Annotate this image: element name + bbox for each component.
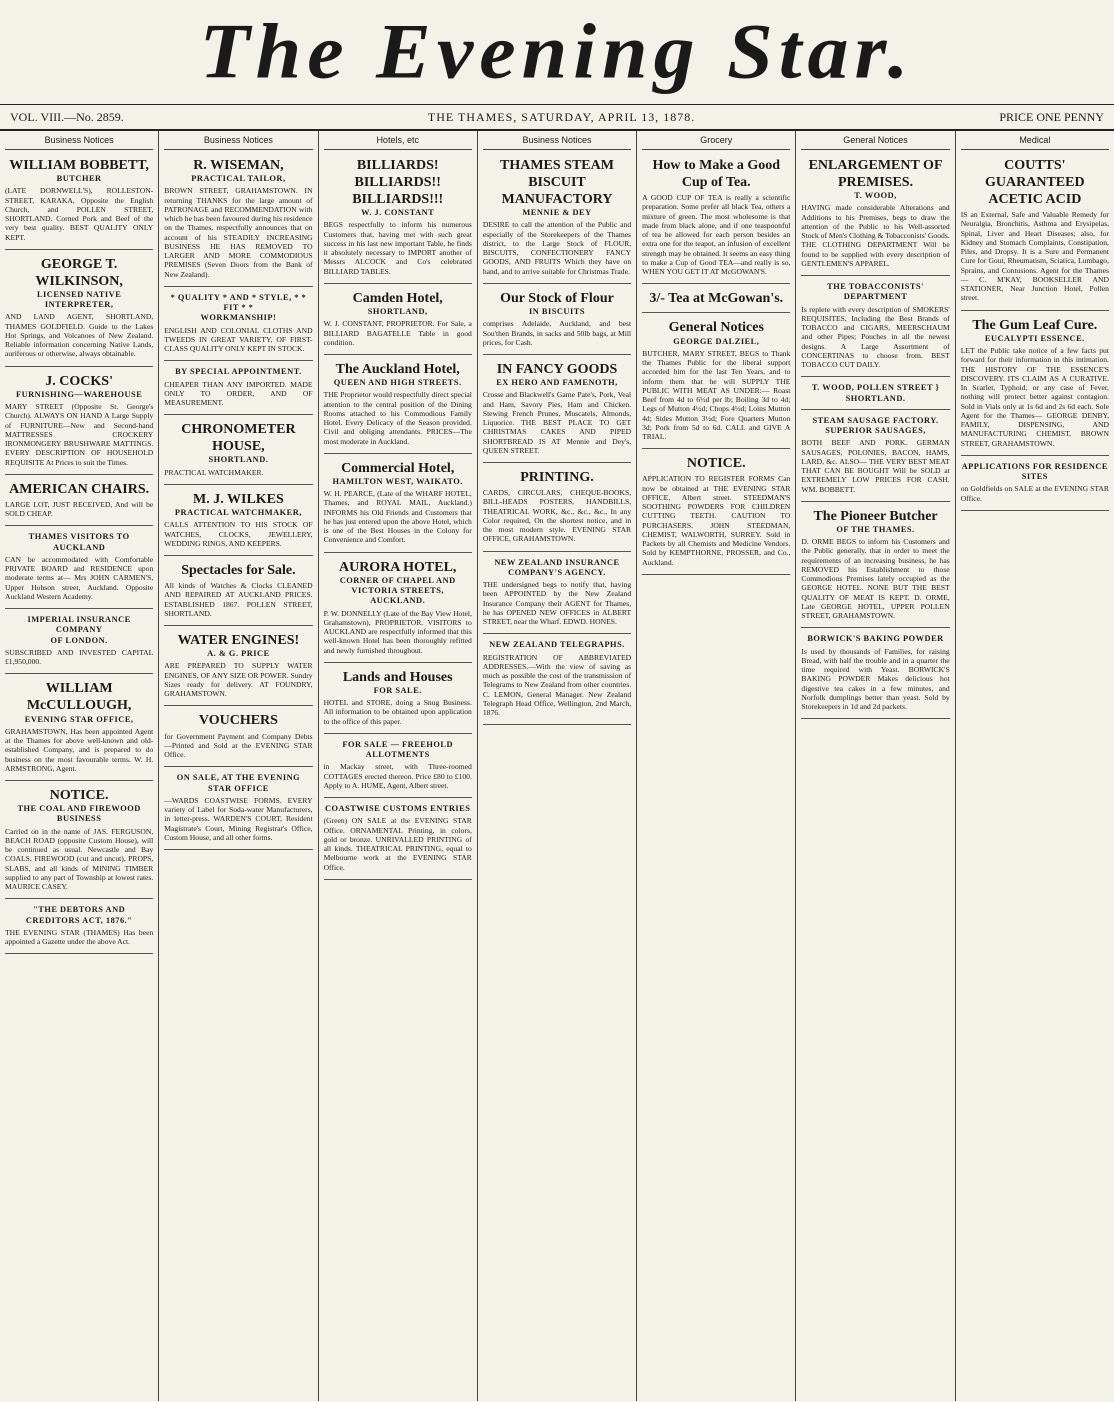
column-heading: Business Notices	[5, 133, 153, 150]
column-7	[956, 131, 1114, 1401]
ad-body: All kinds of Watches & Clocks CLEANED AND REPAIRED AT AUCKLAND PRICES. ESTABLISHED 1867. POLLEN STREET, SHORTLAND.	[164, 581, 313, 618]
advertisement	[483, 154, 631, 284]
ad-body: BROWN STREET, GRAHAMSTOWN. IN returning THANKS for the large amount of PATRONAGE and RECOMMENDATION with which he has been favoured during his residence on the Thames, respectfully announces that on account of his STEADILY INCREASING BUSINESS HE HAS REMOVED TO LARGER AND MORE COMMODIOUS PREMISES (Seven Doors from the Bank of New Zealand).	[164, 186, 313, 279]
ad-subtitle: PRACTICAL TAILOR,	[191, 174, 286, 184]
ad-subtitle: MENNIE & DEY	[522, 208, 592, 218]
ad-body: MARY STREET (Opposite St. George's Church). ALWAYS ON HAND A Large Supply of FURNITURE—New and Second-hand MATTRESSES CROCKERY IRONMONGERY BRUSHWARE MATTINGS. EVERY DESCRIPTION OF HOUSEHOLD REQUISITE At Prices to suit the Times.	[5, 402, 154, 467]
ad-body: IS an External, Safe and Valuable Remedy for Neuralgia, Bronchitis, Asthma and Erysipelas, Spinal, Liver and Heart Diseases; also, for Kidney and Stomach Complaints, Constipation, Piles, and Dropsy. It is a Sure and Permanent Cure for Gout, Rheumatism, Sciatica, Lumbago, Sprains, and Contusions. Agent for the Thames— C. M'KAY, BOOKSELLER AND STATIONER, Near Junction Hotel, Pollen street.	[960, 210, 1109, 303]
advertisement	[5, 154, 153, 250]
ad-subtitle: CORNER OF CHAPEL AND VICTORIA STREETS, AUCKLAND.	[339, 575, 456, 606]
ad-body: REGISTRATION OF ABBREVIATED ADDRESSES.—With the view of saving as much as possible the cost of the transmission of Telegrams to New Zealand from other countries. C. LEMON, General Manager. New Zealand Telegraph Head Office, Wellington, 2nd March, 1876.	[482, 652, 632, 718]
ad-subtitle: EVENING STAR OFFICE,	[24, 714, 134, 724]
advertisement	[324, 358, 472, 454]
ad-title: COASTWISE CUSTOMS ENTRIES	[324, 804, 471, 814]
advertisement	[324, 457, 472, 553]
ad-title: Commercial Hotel,	[341, 460, 455, 476]
column-3	[319, 131, 478, 1401]
ad-body: LARGE LOT, JUST RECEIVED, And will be SOLD CHEAP.	[5, 499, 154, 519]
advertisement	[5, 529, 153, 609]
ad-subtitle: WORKMANSHIP!	[200, 313, 277, 323]
ad-title: THAMES STEAM BISCUIT MANUFACTORY	[500, 157, 614, 208]
ad-body: LET the Public take notice of a few facts put forward for their information in this intimation. THE HISTORY OF THE ESSENCE'S DISCOVERY. ITS CLAIM AS A CURATIVE. In Scarlet, Typhoid, or any case of Fever, nothing will protect better against contagion. Sold in Vials only at 1s 6d and 2s 6d each. Sole Agent for the Thames— GEORGE DENBY, FAMILY, DISPENSING, AND MANUFACTURING CHEMIST, BROWN STREET, GRAHAMSTOWN.	[960, 346, 1109, 448]
ad-body: HOTEL and STORE, doing a Snug Business. All information to be obtained upon application to the office of this paper.	[323, 698, 472, 726]
ad-title: 3/- Tea at McGowan's.	[649, 291, 784, 307]
advertisement	[164, 418, 312, 485]
advertisement	[801, 505, 949, 629]
ad-body: CARDS, CIRCULARS, CHEQUE-BOOKS, BILL-HEADS POSTERS, HANDBILLS, THEATRICAL WORK, &c., &c., &c., In any Color required, On the shortest notice, and in the most modern style. EVENING STAR OFFICE, GRAHAMSTOWN.	[482, 488, 632, 544]
masthead	[0, 0, 1114, 105]
advertisement	[642, 452, 790, 575]
advertisement	[324, 737, 472, 798]
ad-body: APPLICATION TO REGISTER FORMS Can now be obtained at THE EVENING STAR OFFICE, Albert street. STEEDMAN'S SOOTHING POWDERS FOR CHILDREN CUTTING TEETH. CAUTION TO PURCHASERS. JOHN STEEDMAN, CHEMIST, WALWORTH, SURREY. Sold in Packets by all Chemists and Medicine Vendors. Sold by KEMPTHORNE, PROSSER, and Co., Auckland.	[642, 474, 791, 567]
advertisement	[801, 413, 949, 502]
ad-title: GEORGE T. WILKINSON,	[35, 256, 123, 289]
ad-body: in Mackay street, with Three-roomed COTTAGES erected thereon. Price £80 to £100. Apply to A. HUME, Agent, Albert street.	[323, 762, 472, 790]
ad-title: J. COCKS'	[45, 373, 113, 389]
advertisement	[164, 364, 312, 415]
dateline	[0, 105, 1114, 131]
ad-title: Spectacles for Sale.	[181, 563, 296, 579]
ad-title: The Pioneer Butcher	[813, 508, 938, 524]
ad-subtitle: OF THE THAMES.	[836, 524, 915, 534]
ad-title: VOUCHERS	[198, 713, 278, 729]
ad-title: NOTICE.	[49, 788, 109, 804]
ad-body: Is used by thousands of Families, for raising Bread, with half the trouble and in a quarter the time required with Yeast. BORWICK'S BAKING POWDER Makes delicious hot digestive tea cakes in a few minutes, and Norfolk dumplings better than yeast. Sold by Storekeepers in 1d and 2d packets.	[801, 646, 950, 712]
column-heading: General Notices	[801, 133, 949, 150]
ad-body: THE EVENING STAR (THAMES) Has been appointed a Gazette under the above Act.	[5, 927, 154, 947]
column-heading: Hotels, etc	[324, 133, 472, 150]
ad-title: FOR SALE — FREEHOLD ALLOTMENTS	[342, 739, 454, 760]
ad-body: THE Proprietor would respectfully direct special attention to the central position of the Dining Rooms attached to his Commodious Family Hotel. Every Delicacy of the Season provided. Civil and obliging attendants. PRICES—The most moderate in Auckland.	[323, 390, 472, 446]
ad-body: CAN be accommodated with Comfortable PRIVATE BOARD and RESIDENCE upon moderate terms at— Mrs JOHN CARMEN'S, Upper Hobson street, Auckland. Opposite Auckland Western Academy.	[5, 554, 154, 601]
advertisement	[164, 488, 312, 556]
ad-subtitle: A. & G. PRICE	[207, 649, 270, 659]
ad-body: SUBSCRIBED AND INVESTED CAPITAL £1,950,000.	[5, 647, 154, 667]
ad-title: General Notices	[668, 320, 764, 336]
ad-title: Our Stock of Flour	[500, 290, 614, 306]
ad-title: The Gum Leaf Cure.	[972, 317, 1098, 333]
advertisement	[324, 287, 472, 355]
advertisement	[961, 314, 1109, 456]
issue-date: THE THAMES, SATURDAY, APRIL 13, 1878.	[427, 109, 696, 124]
ad-body: CALLS ATTENTION TO HIS STOCK OF WATCHES, CLOCKS, JEWELLERY, WEDDING RINGS, AND KEEPERS.	[164, 520, 313, 548]
ad-subtitle: FURNISHING—WAREHOUSE	[15, 389, 143, 399]
ad-body: BEGS respectfully to inform his numerous Customers that, having met with such great success in his last new important Table, he finds it absolutely necessary to IMPORT another of Messrs ALCOCK and Co's celebrated BILLIARD TABLES.	[323, 220, 472, 276]
ad-title: IN FANCY GOODS	[496, 362, 618, 378]
column-4	[478, 131, 637, 1401]
ad-title: NEW ZEALAND INSURANCE COMPANY'S AGENCY.	[494, 557, 620, 577]
ad-subtitle: T. WOOD,	[854, 191, 897, 201]
ad-subtitle: FOR SALE.	[373, 685, 422, 695]
ad-title: BY SPECIAL APPOINTMENT.	[175, 367, 302, 377]
ad-title: PRINTING.	[520, 470, 594, 486]
ad-subtitle: IN BISCUITS	[528, 307, 585, 317]
ad-body: PRACTICAL WATCHMAKER.	[164, 467, 264, 477]
ad-title: STEAM SAUSAGE FACTORY.	[812, 415, 939, 425]
ad-body: BUTCHER, MARY STREET, BEGS to Thank the Thames Public for the liberal support accorded him for the last Ten Years, and to inform them that he will SUPPLY THE PUBLIC WITH MEAT AS UNDER:— Roast Beef from 4d to 6½d per lb; Boiling 3d to 4d; Legs of Mutton 4½d; Chops 4½d; Loins Mutton 4d; Sides Mutton 3½d; Fore Quarters Mutton 3d; Pork from 5d to 6d. CALL and GIVE A TRIAL.	[642, 348, 791, 442]
ad-body: AND LAND AGENT, SHORTLAND, THAMES GOLDFIELD. Guide to the Lakes Hot Springs, and Volcanoes of New Zealand. Reliable information concerning Native Lands, auriferous or otherwise, always obtainable.	[5, 312, 154, 359]
ad-title: ON SALE, AT THE EVENING STAR OFFICE	[176, 773, 301, 793]
advertisement	[483, 637, 631, 725]
ad-body: ENGLISH AND COLONIAL CLOTHS AND TWEEDS IN GREAT VARIETY, OF FIRST-CLASS QUALITY ONLY KEPT IN STOCK.	[164, 325, 313, 354]
ad-title: WILLIAM McCULLOUGH,	[26, 681, 132, 714]
advertisement	[324, 556, 472, 663]
ad-subtitle: EX HERO AND FAMENOTH,	[496, 378, 618, 388]
advertisement	[164, 629, 312, 706]
ad-body: comprises Adelaide, Auckland, and best Sou'then Brands, in sacks and 50lb bags, at Mill prices, for Cash.	[482, 319, 632, 347]
advertisement	[801, 154, 949, 276]
newspaper-title: The Evening Star.	[199, 8, 915, 95]
ad-body: P. W. DONNELLY (Late of the Bay View Hotel, Grahamstown), PROPRIETOR. VISITORS to AUCKLAND are respectfully informed that this well-known Hotel has been thoroughly refitted and newly furnished throughout.	[323, 608, 472, 655]
ad-title: Lands and Houses	[342, 669, 453, 685]
advertisement	[5, 784, 153, 899]
ad-subtitle: LICENSED NATIVE INTERPRETER,	[36, 289, 122, 310]
ad-title: WILLIAM BOBBETT,	[9, 157, 150, 173]
ad-body: (Green) ON SALE at the EVENING STAR Office. ORNAMENTAL Printing, in colors, gold or bronze. UNRIVALLED PRINTING of all kinds. THEATRICAL PRINTING, equal to Melbourne work at the EVENING STAR Office.	[323, 816, 472, 872]
advertisement	[164, 290, 312, 362]
ad-title: AURORA HOTEL,	[338, 559, 457, 575]
advertisement	[642, 287, 790, 313]
ad-title: How to Make a Good Cup of Tea.	[652, 157, 781, 191]
advertisement	[642, 316, 790, 449]
advertisement	[5, 370, 153, 475]
ad-subtitle: HAMILTON WEST, WAIKATO.	[332, 476, 463, 486]
advertisement	[801, 631, 949, 719]
column-heading: Medical	[961, 133, 1109, 150]
advertisement	[642, 154, 790, 284]
ad-body: HAVING made considerable Alterations and Additions to his Premises, begs to draw the attention of the Public to his Well-assorted Stock of Men's Clothing & Tobacconists' Goods. THE CLOTHING DEPARTMENT Will be found to be supplied with every description of GENTLEMEN'S APPAREL.	[801, 203, 950, 268]
advertisement	[483, 555, 631, 635]
column-2	[159, 131, 318, 1401]
columns	[0, 131, 1114, 1401]
ad-subtitle: BUTCHER	[56, 174, 102, 184]
ad-title: The Auckland Hotel,	[335, 362, 460, 378]
price: PRICE ONE PENNY	[999, 109, 1104, 124]
ad-title: Camden Hotel,	[352, 290, 443, 306]
advertisement	[5, 478, 153, 527]
advertisement	[801, 380, 949, 410]
ad-subtitle: THE COAL AND FIREWOOD BUSINESS	[17, 804, 141, 824]
ad-subtitle: SHORTLAND,	[367, 307, 428, 317]
advertisement	[164, 770, 312, 850]
advertisement	[164, 154, 312, 287]
ad-body: for Government Payment and Company Debts—Printed and Sold at the EVENING STAR Office.	[164, 731, 313, 760]
column-6	[796, 131, 955, 1401]
ad-body: CHEAPER THAN ANY IMPORTED. MADE ONLY TO ORDER, AND OF MEASUREMENT.	[164, 379, 313, 408]
ad-subtitle: GEORGE DALZIEL,	[673, 336, 760, 346]
advertisement	[324, 154, 472, 284]
ad-title: AMERICAN CHAIRS.	[9, 481, 150, 497]
ad-title: CHRONOMETER HOUSE,	[181, 422, 296, 455]
ad-title: WATER ENGINES!	[177, 633, 300, 649]
volume-number: VOL. VIII.—No. 2859.	[10, 109, 124, 124]
advertisement	[164, 709, 312, 767]
ad-title: THE TOBACCONISTS' DEPARTMENT	[827, 282, 924, 302]
ad-title: APPLICATIONS FOR RESIDENCE SITES	[961, 461, 1109, 482]
ad-body: BOTH BEEF AND PORK. GERMAN SAUSAGES, POLONIES, BACON, HAMS, LARD, &c. ALSO— THE VERY BEST MEAT THAT CAN BE BOUGHT Will be SOLD at EXTREMELY LOW PRICES FOR CASH. WM. BOBBETT.	[801, 438, 950, 494]
ad-title: BILLIARDS! BILLIARDS!! BILLIARDS!!!	[352, 157, 444, 208]
ad-title: R. WISEMAN,	[193, 157, 284, 173]
advertisement	[961, 459, 1109, 511]
advertisement	[483, 466, 631, 552]
ad-subtitle: SUPERIOR SAUSAGES,	[825, 426, 926, 436]
ad-subtitle: QUEEN AND HIGH STREETS.	[333, 378, 462, 388]
ad-body: GRAHAMSTOWN, Has been appointed Agent at the Thames for above well-known and old-established Company, and is prepared to do business on the most favourable terms. W. H. ARMSTRONG, Agent.	[5, 726, 154, 773]
ad-subtitle: OF LONDON.	[50, 635, 108, 645]
ad-body: D. ORME BEGS to inform his Customers and the Public generally, that in order to meet the requirements of an increasing business, he has REMOVED his Establishment to those Commodious Premises lately occupied as the GEORGE HOTEL. NONE BUT THE BEST QUALITY OF MEAT IS KEPT. D. ORME, Late GEORGE HOTEL, UPPER POLLEN STREET, GRAHAMSTOWN.	[801, 537, 950, 621]
ad-title: M. J. WILKES	[193, 491, 284, 507]
ad-body: Is replete with every description of SMOKERS' REQUISITES, Including the Best Brands of TOBACCO and CIGARS, MEERSCHAUM and other Pipes; Pouches in all the newest designs. A Large Assortment of CONCERTINAS to choose from. BEST TOBACCO CUT DAILY.	[801, 304, 950, 370]
ad-title: NEW ZEALAND TELEGRAPHS.	[489, 640, 625, 650]
ad-subtitle: EUCALYPTI ESSENCE.	[984, 333, 1085, 343]
ad-title: BORWICK'S BAKING POWDER	[807, 634, 944, 644]
advertisement	[5, 902, 153, 954]
advertisement	[801, 279, 949, 377]
ad-body: A GOOD CUP OF TEA is really a scientific preparation. Some prefer all black Tea, others a mixture of green. The most wholesome is that made from black alone, and if one teaspoonful of tea be allowed for each person besides an extra one for the teapot, an infusion of excellent strength may be obtained. It seems an easy thing to make a Cup of Good TEA—and really is so, WHEN YOU GET IT AT McGOWAN'S.	[642, 193, 791, 277]
ad-body: THE undersigned begs to notify that, having been APPOINTED by the New Zealand Insurance Company their AGENT for Thames, he has OPENED NEW OFFICES in ALBERT STREET, near the Wharf. EDWD. HONES.	[482, 580, 632, 627]
ad-title: IMPERIAL INSURANCE COMPANY	[27, 615, 131, 635]
ad-subtitle: W. J. CONSTANT	[361, 208, 435, 218]
ad-body: W. J. CONSTANT, PROPRIETOR. For Sale, a BILLIARD BAGATELLE Table in good condition.	[323, 319, 472, 347]
ad-title: NOTICE.	[686, 456, 746, 472]
ad-subtitle: PRACTICAL WATCHMAKER,	[174, 508, 302, 518]
column-1	[0, 131, 159, 1401]
ad-body: DESIRE to call the attention of the Public and especially of the Storekeepers of the Thames district, to the Large Stock of FLOUR, BISCUITS, CONFECTIONERY FANCY GOODS, AND FRUITS Which they have on hand, and to arrive suitable for Christmas Trade.	[482, 220, 632, 276]
advertisement	[5, 677, 153, 781]
advertisement	[324, 666, 472, 734]
column-heading: Business Notices	[164, 133, 312, 150]
ad-body: (LATE DORNWELL'S), ROLLESTON-STREET, KARAKA, Opposite the English Church, and POLLEN STREET, SHORTLAND. Corned Pork and Beef of the very best quality. BEST QUALITY ONLY KEPT.	[5, 186, 154, 242]
ad-body: Crosse and Blackwell's Game Pate's, Pork, Veal and Ham, Savory Pies, Ham and Chicken. Stewing French Prunes, Muscatels, Almonds, Liquorice. THE BEST PLACE TO GET CHRISTMAS CAKES AND PIPED SHORTBREAD IS AT Mennie and Dey's, QUEEN STREET.	[482, 390, 632, 455]
ad-title: T. WOOD, POLLEN STREET } SHORTLAND.	[811, 383, 940, 403]
advertisement	[5, 612, 153, 674]
advertisement	[961, 154, 1109, 311]
ad-body: ARE PREPARED TO SUPPLY WATER ENGINES, OF ANY SIZE OR POWER. Sundry Sizes ready for delivery. AT FOUNDRY, GRAHAMSTOWN.	[164, 661, 313, 699]
ad-title: * QUALITY * AND * STYLE, * * FIT * *	[170, 292, 307, 313]
ad-subtitle: SHORTLAND.	[208, 455, 269, 465]
ad-title: "THE DEBTORS AND CREDITORS ACT, 1876."	[25, 905, 133, 925]
advertisement	[5, 253, 153, 367]
advertisement	[483, 358, 631, 463]
advertisement	[324, 801, 472, 880]
ad-title: ENLARGEMENT OF PREMISES.	[808, 157, 943, 191]
advertisement	[164, 559, 312, 626]
ad-body: W. H. PEARCE, (Late of the WHARF HOTEL, Thames, and ROYAL MAIL, Auckland.) INFORMS his Old Friends and Customers that he has just entered upon the above Hotel, which is one of the Best Houses in the Colony for Convenience and Comfort.	[323, 489, 472, 545]
ad-title: THAMES VISITORS TO AUCKLAND	[28, 532, 130, 552]
ad-body: —WARDS COASTWISE FORMS. EVERY variety of Label for Soda-water Manufacturers, in letter-press. WARDEN'S COURT, Resident Magistrate's Court, Mining Registrar's Office, Custom House, and all other forms.	[164, 795, 313, 842]
ad-body: Carried on in the name of JAS. FERGUSON, BEACH ROAD (opposite Custom House), will be continued as usual. Newcastle and Bay COALS, FIREWOOD (cut and uncut), PROPS, SLABS, and all kinds of MINING TIMBER supplied to any part of Township at lowest rates. MAURICE CASEY.	[5, 826, 154, 892]
advertisement	[483, 287, 631, 355]
column-5	[637, 131, 796, 1401]
column-heading: Grocery	[642, 133, 790, 150]
column-heading: Business Notices	[483, 133, 631, 150]
ad-body: on Goldfields on SALE at the EVENING STAR Office.	[960, 484, 1109, 503]
ad-title: COUTTS' GUARANTEED ACETIC ACID	[985, 157, 1085, 208]
